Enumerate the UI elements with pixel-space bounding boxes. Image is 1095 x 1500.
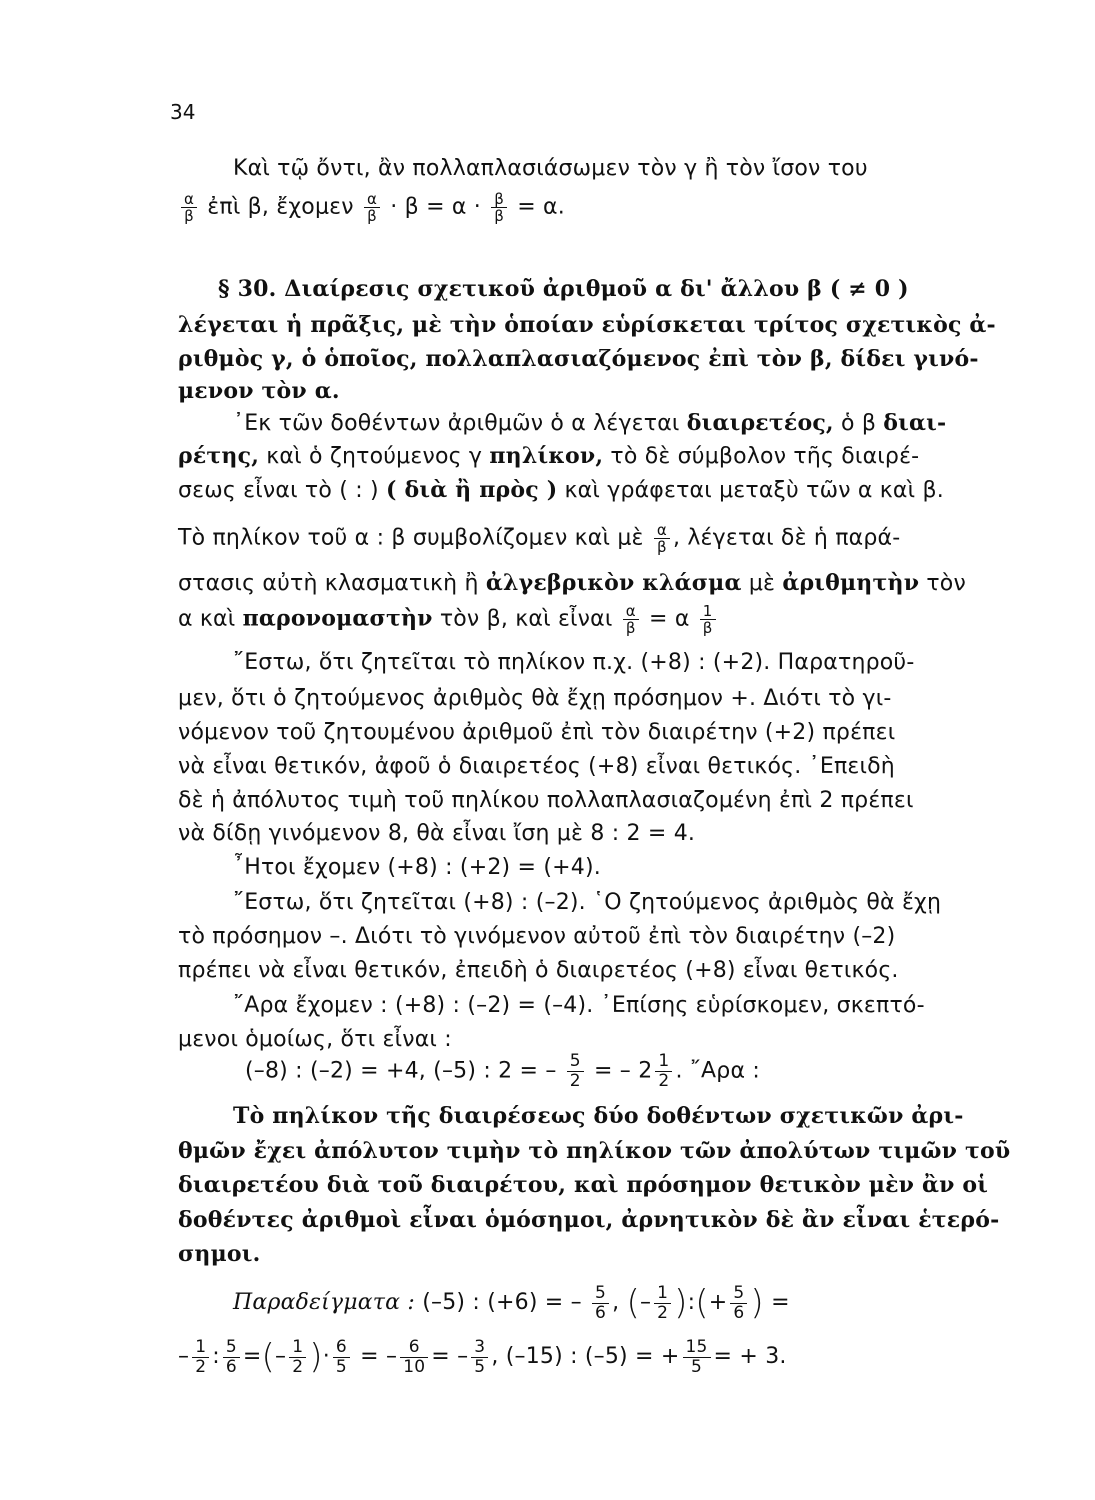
- fraction: $\frac{5}{2}$: [567, 1052, 584, 1091]
- text-line: στασις αὐτὴ κλασματικὴ ἢ ἀλγεβρικὸν κλάσμα μὲ ἀριθμητὴν τὸν: [178, 570, 966, 596]
- text-line: ριθμὸς γ, ὁ ὁποῖος, πολλαπλασιαζόμενος ἐπὶ τὸν β, δίδει γινό-: [178, 346, 979, 372]
- text-line: λέγεται ἡ πρᾶξις, μὲ τὴν ὁποίαν εὑρίσκεται τρίτος σχετικὸς ἀ-: [178, 312, 996, 338]
- text-line: α καὶ παρονομαστὴν τὸν β, καὶ εἶναι $\frac{\alpha}{\beta}$ = α $\frac{1}{\beta}$: [178, 603, 719, 636]
- formula-line: (–8) : (–2) = +4, (–5) : 2 = – $\frac{5}{2}$ = – 2 $\frac{1}{2}$ . ῎Αρα :: [245, 1051, 760, 1091]
- rule-text: διαιρετέου διὰ τοῦ διαιρέτου, καὶ πρόσημον θετικὸν μὲν ἂν οἱ: [178, 1172, 989, 1198]
- text-line: νόμενον τοῦ ζητουμένου ἀριθμοῦ ἐπὶ τὸν διαιρέτην (+2) πρέπει: [178, 720, 896, 745]
- text-line: ῎Εστω, ὅτι ζητεῖται (+8) : (–2). ῾Ο ζητούμενος ἀριθμὸς θὰ ἔχῃ: [233, 890, 942, 915]
- section-heading: § 30. Διαίρεσις σχετικοῦ ἀριθμοῦ α δι' ἄλλου β ( ≠ 0 ): [218, 276, 909, 302]
- fraction: $\frac{5}{6}$: [730, 1284, 747, 1323]
- fraction: $\frac{\beta}{\beta}$: [491, 191, 507, 224]
- rule-text: θμῶν ἔχει ἀπόλυτον τιμὴν τὸ πηλίκον τῶν ἀπολύτων τιμῶν τοῦ: [178, 1138, 1011, 1164]
- fraction: $\frac{1}{\beta}$: [700, 603, 716, 636]
- fraction: $\frac{15}{5}$: [683, 1338, 711, 1377]
- text-line: τὸ πρόσημον –. Διότι τὸ γινόμενον αὐτοῦ ἐπὶ τὸν διαιρέτην (–2): [178, 924, 896, 949]
- text-line: ῎Εστω, ὅτι ζητεῖται τὸ πηλίκον π.χ. (+8) : (+2). Παρατηροῦ-: [233, 650, 915, 675]
- fraction: $\frac{5}{6}$: [223, 1338, 240, 1377]
- text-line: νὰ εἶναι θετικόν, ἀφοῦ ὁ διαιρετέος (+8) εἶναι θετικός. ᾿Επειδὴ: [178, 754, 895, 779]
- rule-text: Τὸ πηλίκον τῆς διαιρέσεως δύο δοθέντων σχετικῶν ἀρι-: [233, 1103, 964, 1129]
- fraction: $\frac{\alpha}{\beta}$: [364, 191, 380, 224]
- text-line: δὲ ἡ ἀπόλυτος τιμὴ τοῦ πηλίκου πολλαπλασιαζομένη ἐπὶ 2 πρέπει: [178, 788, 914, 813]
- text-line: ῏Ητοι ἔχομεν (+8) : (+2) = (+4).: [233, 855, 601, 880]
- page-number: 34: [170, 100, 196, 124]
- text-line: Τὸ πηλίκον τοῦ α : β συμβολίζομεν καὶ μὲ $\frac{\alpha}{\beta}$ , λέγεται δὲ ἡ παρά-: [178, 521, 901, 556]
- examples-line: – $\frac{1}{2}$ : $\frac{5}{6}$ =(– $\frac{1}{2}$ )· $\frac{6}{5}$ = – $\frac{6}{10}$ = – $\frac{3}{5}$ , (–15) : (–5) = + $\frac{15}{5}$ = + 3.: [178, 1336, 787, 1377]
- text-line: σεως εἶναι τὸ ( : ) ( διὰ ἢ πρὸς ) καὶ γράφεται μεταξὺ τῶν α καὶ β.: [178, 477, 944, 503]
- fraction: $\frac{1}{2}$: [655, 1052, 672, 1091]
- text-line: $\frac{\alpha}{\beta}$ ἐπὶ β, ἔχομεν $\frac{\alpha}{\beta}$ · β = α · $\frac{\beta}{\beta}$ = α.: [178, 191, 565, 224]
- text-line: Καὶ τῷ ὄντι, ἂν πολλαπλασιάσωμεν τὸν γ ἢ τὸν ἴσον του: [233, 156, 868, 181]
- rule-text: σημοι.: [178, 1241, 261, 1267]
- text-line: πρέπει νὰ εἶναι θετικόν, ἐπειδὴ ὁ διαιρετέος (+8) εἶναι θετικός.: [178, 958, 899, 983]
- fraction: $\frac{1}{2}$: [654, 1284, 671, 1323]
- fraction: $\frac{\alpha}{\beta}$: [181, 191, 197, 224]
- fraction: $\frac{5}{6}$: [592, 1284, 609, 1323]
- fraction: $\frac{6}{10}$: [400, 1338, 428, 1377]
- text-line: μεν, ὅτι ὁ ζητούμενος ἀριθμὸς θὰ ἔχῃ πρόσημον +. Διότι τὸ γι-: [178, 686, 892, 711]
- text-line: νὰ δίδῃ γινόμενον 8, θὰ εἶναι ἴση μὲ 8 : 2 = 4.: [178, 821, 696, 846]
- fraction: $\frac{\alpha}{\beta}$: [654, 522, 670, 555]
- fraction: $\frac{6}{5}$: [333, 1338, 350, 1377]
- text-line: μενοι ὁμοίως, ὅτι εἶναι :: [178, 1027, 452, 1052]
- fraction: $\frac{\alpha}{\beta}$: [623, 603, 639, 636]
- text-line: μενον τὸν α.: [178, 378, 340, 404]
- rule-text: δοθέντες ἀριθμοὶ εἶναι ὁμόσημοι, ἀρνητικὸν δὲ ἂν εἶναι ἑτερό-: [178, 1207, 1000, 1233]
- fraction: $\frac{1}{2}$: [192, 1338, 209, 1377]
- text-line: ῎Αρα ἔχομεν : (+8) : (–2) = (–4). ᾿Επίσης εὑρίσκομεν, σκεπτό-: [233, 993, 925, 1018]
- text-line: ᾿Εκ τῶν δοθέντων ἀριθμῶν ὁ α λέγεται διαιρετέος, ὁ β διαι-: [233, 410, 947, 436]
- text-line: ρέτης, καὶ ὁ ζητούμενος γ πηλίκον, τὸ δὲ σύμβολον τῆς διαιρέ-: [178, 443, 920, 469]
- fraction: $\frac{1}{2}$: [289, 1338, 306, 1377]
- examples-line: Παραδείγματα : (–5) : (+6) = – $\frac{5}{6}$ , (– $\frac{1}{2}$ ):(+ $\frac{5}{6}$ ) =: [233, 1282, 790, 1323]
- fraction: $\frac{3}{5}$: [471, 1338, 488, 1377]
